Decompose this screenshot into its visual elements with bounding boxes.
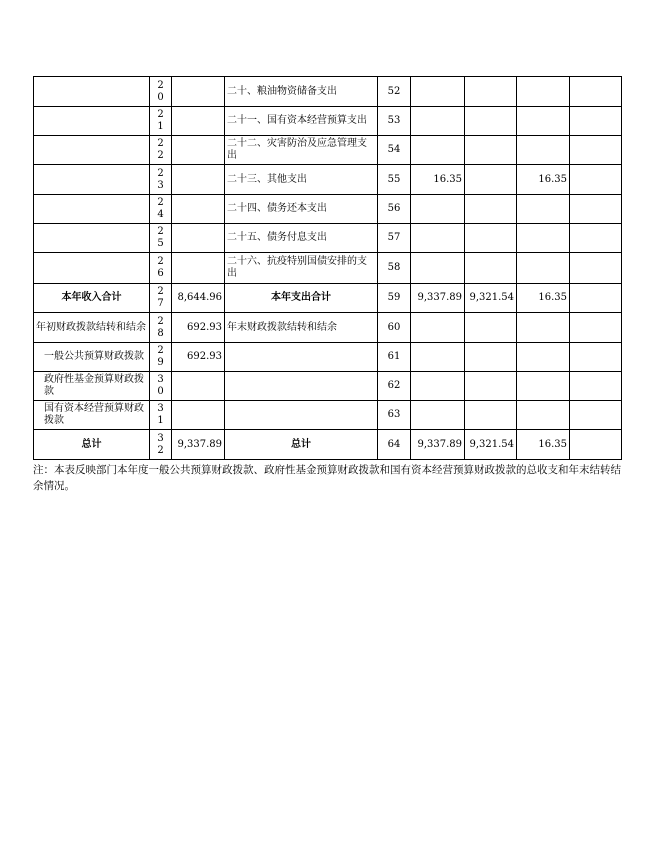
project-expense-cell: [517, 224, 570, 253]
total-amount-cell: [411, 77, 465, 107]
other-cell: [570, 107, 622, 136]
expense-item-cell: [225, 343, 378, 372]
income-item-cell: [34, 165, 150, 195]
total-amount-cell: 9,337.89: [411, 284, 465, 313]
table-row: [34, 77, 622, 107]
income-item-cell: [34, 224, 150, 253]
line-number-cell: 60: [378, 313, 411, 343]
line-number-cell: 55: [378, 165, 411, 195]
line-number-cell: 58: [378, 253, 411, 284]
other-cell: [570, 372, 622, 401]
income-item-cell: [34, 253, 150, 284]
expense-item-cell: 二十二、灾害防治及应急管理支出: [225, 136, 378, 165]
income-amount-cell: 8,644.96: [172, 284, 225, 313]
income-item-cell: [34, 107, 150, 136]
basic-expense-cell: 9,321.54: [465, 430, 517, 460]
row-number-cell: 2 2: [150, 136, 172, 165]
row-number-cell: 2 1: [150, 107, 172, 136]
project-expense-cell: [517, 136, 570, 165]
income-amount-cell: [172, 224, 225, 253]
total-amount-cell: [411, 401, 465, 430]
basic-expense-cell: [465, 401, 517, 430]
table-row: [34, 372, 622, 401]
table-footnote: 注：本表反映部门本年度一般公共预算财政拨款、政府性基金预算财政拨款和国有资本经营预算财政拨款的总收支和年末结转结余情况。: [33, 464, 621, 492]
income-amount-cell: [172, 401, 225, 430]
income-item-cell: 年初财政拨款结转和结余: [34, 313, 150, 343]
expense-item-cell: 二十三、其他支出: [225, 165, 378, 195]
table-row: [34, 195, 622, 224]
project-expense-cell: [517, 372, 570, 401]
row-number-cell: 3 1: [150, 401, 172, 430]
project-expense-cell: [517, 253, 570, 284]
row-number-cell: 2 7: [150, 284, 172, 313]
total-amount-cell: [411, 313, 465, 343]
row-number-cell: 2 3: [150, 165, 172, 195]
expense-item-cell: 二十、粮油物资储备支出: [225, 77, 378, 107]
basic-expense-cell: [465, 136, 517, 165]
project-expense-cell: 16.35: [517, 284, 570, 313]
income-amount-cell: [172, 195, 225, 224]
expense-item-cell: 二十四、债务还本支出: [225, 195, 378, 224]
line-number-cell: 52: [378, 77, 411, 107]
table-row: [34, 136, 622, 165]
line-number-cell: 54: [378, 136, 411, 165]
total-amount-cell: [411, 224, 465, 253]
row-number-cell: 3 2: [150, 430, 172, 460]
project-expense-cell: [517, 195, 570, 224]
other-cell: [570, 313, 622, 343]
total-amount-cell: [411, 372, 465, 401]
basic-expense-cell: [465, 343, 517, 372]
basic-expense-cell: [465, 195, 517, 224]
total-amount-cell: [411, 195, 465, 224]
expense-item-cell: 总计: [225, 430, 378, 460]
expense-item-cell: [225, 372, 378, 401]
other-cell: [570, 430, 622, 460]
income-amount-cell: 692.93: [172, 313, 225, 343]
income-item-cell: 一般公共预算财政拨款: [34, 343, 150, 372]
total-amount-cell: [411, 136, 465, 165]
table-row: [34, 107, 622, 136]
table-row: [34, 401, 622, 430]
row-number-cell: 2 6: [150, 253, 172, 284]
project-expense-cell: 16.35: [517, 430, 570, 460]
total-amount-cell: [411, 253, 465, 284]
basic-expense-cell: [465, 107, 517, 136]
other-cell: [570, 224, 622, 253]
other-cell: [570, 136, 622, 165]
income-amount-cell: [172, 136, 225, 165]
line-number-cell: 63: [378, 401, 411, 430]
other-cell: [570, 401, 622, 430]
other-cell: [570, 343, 622, 372]
basic-expense-cell: [465, 224, 517, 253]
project-expense-cell: 16.35: [517, 165, 570, 195]
project-expense-cell: [517, 77, 570, 107]
project-expense-cell: [517, 313, 570, 343]
expense-item-cell: 二十五、债务付息支出: [225, 224, 378, 253]
row-number-cell: 2 9: [150, 343, 172, 372]
table-row: [34, 224, 622, 253]
income-item-cell: 总计: [34, 430, 150, 460]
income-item-cell: [34, 77, 150, 107]
project-expense-cell: [517, 343, 570, 372]
income-item-cell: 国有资本经营预算财政拨款: [34, 401, 150, 430]
row-number-cell: 2 4: [150, 195, 172, 224]
other-cell: [570, 284, 622, 313]
project-expense-cell: [517, 401, 570, 430]
line-number-cell: 62: [378, 372, 411, 401]
basic-expense-cell: [465, 372, 517, 401]
project-expense-cell: [517, 107, 570, 136]
table-row: [34, 430, 622, 460]
table-row: [34, 284, 622, 313]
line-number-cell: 53: [378, 107, 411, 136]
income-item-cell: 政府性基金预算财政拨款: [34, 372, 150, 401]
line-number-cell: 57: [378, 224, 411, 253]
basic-expense-cell: [465, 165, 517, 195]
total-amount-cell: 9,337.89: [411, 430, 465, 460]
total-amount-cell: [411, 343, 465, 372]
table-row: [34, 313, 622, 343]
line-number-cell: 64: [378, 430, 411, 460]
income-amount-cell: 692.93: [172, 343, 225, 372]
line-number-cell: 59: [378, 284, 411, 313]
income-item-cell: 本年收入合计: [34, 284, 150, 313]
income-amount-cell: 9,337.89: [172, 430, 225, 460]
basic-expense-cell: [465, 313, 517, 343]
income-amount-cell: [172, 77, 225, 107]
row-number-cell: 2 5: [150, 224, 172, 253]
line-number-cell: 56: [378, 195, 411, 224]
basic-expense-cell: [465, 253, 517, 284]
expense-item-cell: 二十六、抗疫特别国债安排的支出: [225, 253, 378, 284]
other-cell: [570, 195, 622, 224]
income-amount-cell: [172, 372, 225, 401]
expense-item-cell: [225, 401, 378, 430]
other-cell: [570, 77, 622, 107]
income-amount-cell: [172, 165, 225, 195]
other-cell: [570, 165, 622, 195]
total-amount-cell: [411, 107, 465, 136]
expense-item-cell: 年末财政拨款结转和结余: [225, 313, 378, 343]
expense-item-cell: 二十一、国有资本经营预算支出: [225, 107, 378, 136]
income-item-cell: [34, 195, 150, 224]
table-row: [34, 343, 622, 372]
basic-expense-cell: [465, 77, 517, 107]
income-amount-cell: [172, 253, 225, 284]
income-item-cell: [34, 136, 150, 165]
table-row: [34, 165, 622, 195]
expense-item-cell: 本年支出合计: [225, 284, 378, 313]
other-cell: [570, 253, 622, 284]
budget-table: [33, 76, 622, 460]
row-number-cell: 2 8: [150, 313, 172, 343]
table-row: [34, 253, 622, 284]
total-amount-cell: 16.35: [411, 165, 465, 195]
row-number-cell: 3 0: [150, 372, 172, 401]
income-amount-cell: [172, 107, 225, 136]
row-number-cell: 2 0: [150, 77, 172, 107]
line-number-cell: 61: [378, 343, 411, 372]
basic-expense-cell: 9,321.54: [465, 284, 517, 313]
